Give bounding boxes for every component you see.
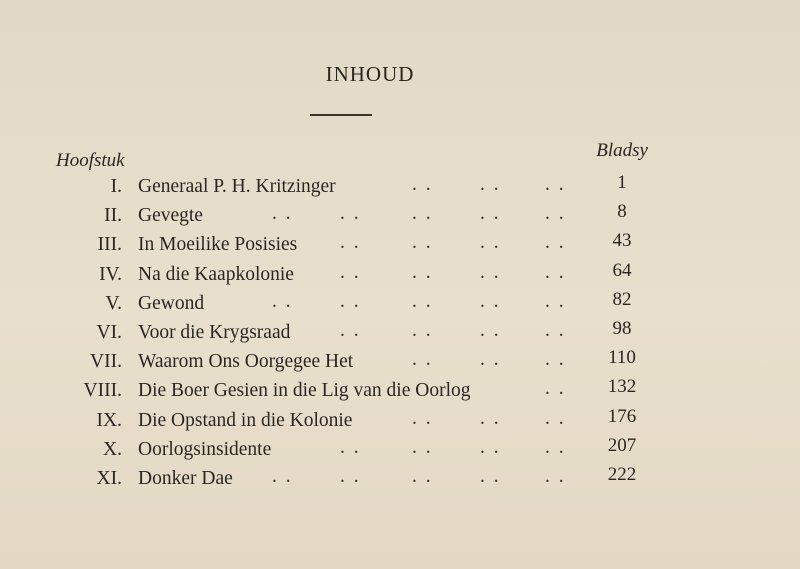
page-number: 222 xyxy=(607,463,637,485)
chapter-number: V. xyxy=(105,292,122,314)
leader-dot-pair: . . xyxy=(545,465,566,487)
leader-dot-pair: . . xyxy=(545,290,566,312)
leader-dot-pair: . . xyxy=(412,436,433,458)
chapter-number: VIII. xyxy=(83,380,122,402)
chapter-title: Die Boer Gesien in die Lig van die Oorlog xyxy=(138,380,471,402)
chapter-number: III. xyxy=(97,234,122,256)
toc-row xyxy=(0,172,800,201)
leader-dot-pair: . . xyxy=(545,174,566,195)
page-column-label: Bladsy xyxy=(596,140,648,161)
chapter-number: IV. xyxy=(99,263,122,285)
chapter-number: X. xyxy=(103,438,122,460)
leader-dot-pair: . . xyxy=(545,378,566,400)
chapter-title: Die Opstand in die Kolonie xyxy=(138,409,353,431)
page-number: 110 xyxy=(608,347,636,369)
page-number: 64 xyxy=(612,259,632,281)
leader-dots xyxy=(0,230,600,259)
leader-dot-pair: . . xyxy=(480,261,501,283)
title-rule xyxy=(310,114,372,116)
leader-dot-pair: . . xyxy=(480,319,501,341)
chapter-column-label: Hoofstuk xyxy=(56,150,125,171)
chapter-title: In Moeilike Posisies xyxy=(138,234,298,256)
toc-row xyxy=(0,435,800,464)
leader-dot-pair: . . xyxy=(480,290,501,312)
leader-dot-pair: . . xyxy=(340,261,361,283)
leader-dot-pair: . . xyxy=(340,232,361,254)
table-of-contents xyxy=(0,172,800,493)
chapter-title: Voor die Krygsraad xyxy=(138,321,291,343)
page-number: 207 xyxy=(607,434,637,456)
leader-dot-pair: . . xyxy=(412,174,433,195)
page-number: 132 xyxy=(607,376,637,398)
page-title: INHOUD xyxy=(325,62,415,86)
leader-dot-pair: . . xyxy=(412,465,433,487)
leader-dot-pair: . . xyxy=(412,407,433,429)
leader-dot-pair: . . xyxy=(412,319,433,341)
leader-dot-pair: . . xyxy=(412,203,433,225)
page-number: 82 xyxy=(612,288,632,310)
chapter-number: II. xyxy=(104,205,122,227)
toc-row xyxy=(0,230,800,259)
leader-dot-pair: . . xyxy=(545,349,566,371)
leader-dot-pair: . . xyxy=(480,436,501,458)
leader-dot-pair: . . xyxy=(340,290,361,312)
leader-dot-pair: . . xyxy=(340,319,361,341)
leader-dot-pair: . . xyxy=(480,465,501,487)
leader-dot-pair: . . xyxy=(480,174,501,195)
leader-dots xyxy=(0,318,600,347)
leader-dots xyxy=(0,464,600,493)
leader-dot-pair: . . xyxy=(545,261,566,283)
leader-dot-pair: . . xyxy=(272,203,293,225)
chapter-title: Waarom Ons Oorgegee Het xyxy=(138,351,354,373)
leader-dot-pair: . . xyxy=(545,232,566,254)
leader-dot-pair: . . xyxy=(545,203,566,225)
chapter-title: Na die Kaapkolonie xyxy=(138,263,294,285)
page-number: 1 xyxy=(617,172,627,193)
chapter-title: Gevegte xyxy=(138,205,203,227)
leader-dot-pair: . . xyxy=(272,290,293,312)
leader-dot-pair: . . xyxy=(340,436,361,458)
toc-row xyxy=(0,406,800,435)
chapter-title: Oorlogsinsidente xyxy=(138,438,272,460)
leader-dots xyxy=(0,435,600,464)
leader-dot-pair: . . xyxy=(480,349,501,371)
chapter-number: VI. xyxy=(96,321,122,343)
toc-row xyxy=(0,347,800,376)
page-number: 8 xyxy=(617,201,627,223)
toc-row xyxy=(0,260,800,289)
chapter-number: I. xyxy=(110,176,122,197)
leader-dot-pair: . . xyxy=(480,232,501,254)
leader-dot-pair: . . xyxy=(480,203,501,225)
leader-dot-pair: . . xyxy=(412,261,433,283)
toc-row xyxy=(0,464,800,493)
leader-dots xyxy=(0,260,600,289)
toc-row xyxy=(0,289,800,318)
chapter-number: XI. xyxy=(96,467,122,489)
chapter-title: Gewond xyxy=(138,292,205,314)
page-number: 176 xyxy=(607,405,637,427)
leader-dot-pair: . . xyxy=(412,349,433,371)
leader-dot-pair: . . xyxy=(340,465,361,487)
leader-dot-pair: . . xyxy=(545,436,566,458)
leader-dot-pair: . . xyxy=(480,407,501,429)
leader-dots xyxy=(0,201,600,230)
toc-row xyxy=(0,201,800,230)
leader-dot-pair: . . xyxy=(545,319,566,341)
chapter-title: Donker Dae xyxy=(138,467,233,489)
leader-dot-pair: . . xyxy=(340,203,361,225)
leader-dot-pair: . . xyxy=(412,232,433,254)
leader-dot-pair: . . xyxy=(412,290,433,312)
leader-dots xyxy=(0,289,600,318)
page-number: 98 xyxy=(612,317,632,339)
leader-dot-pair: . . xyxy=(545,407,566,429)
page-number: 43 xyxy=(612,230,632,252)
toc-row xyxy=(0,376,800,405)
leader-dot-pair: . . xyxy=(272,465,293,487)
chapter-number: VII. xyxy=(90,351,122,373)
chapter-title: Generaal P. H. Kritzinger xyxy=(138,176,336,197)
toc-row xyxy=(0,318,800,347)
chapter-number: IX. xyxy=(96,409,122,431)
